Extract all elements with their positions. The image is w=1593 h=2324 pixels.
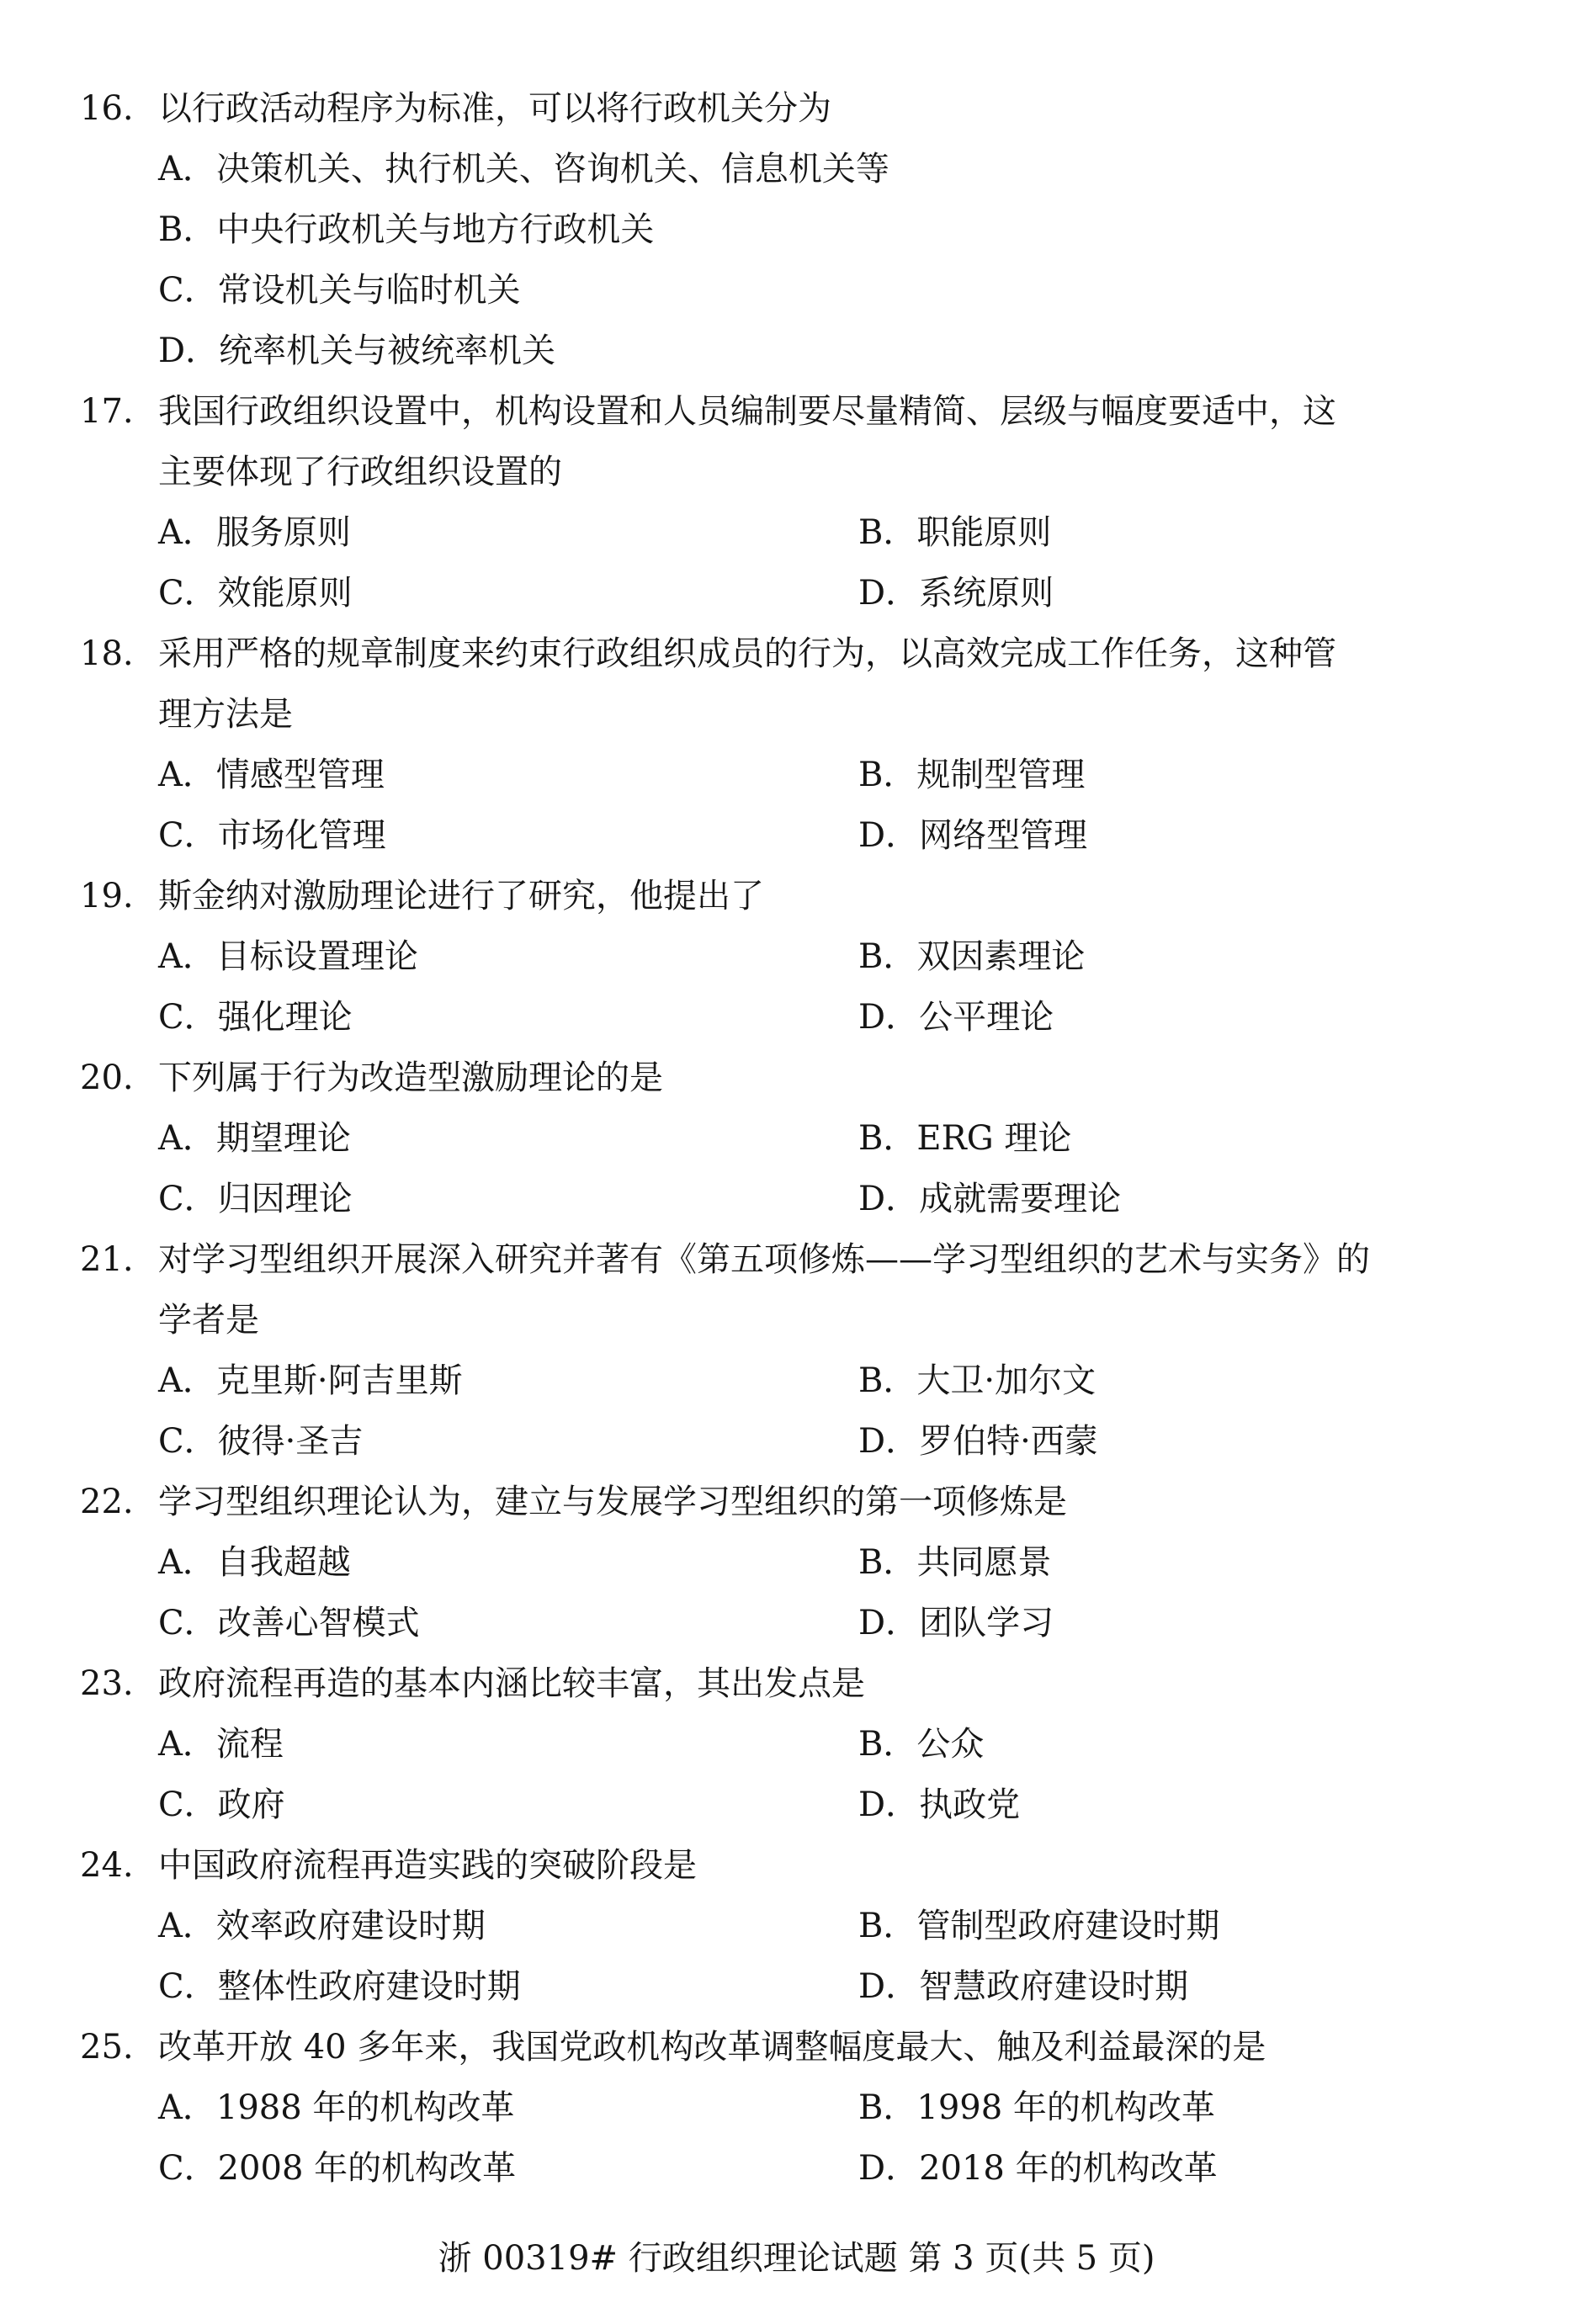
question-text: 以行政活动程序为标准，可以将行政机关分为 <box>158 89 831 128</box>
question-number: 21. <box>80 1240 134 1279</box>
question-text-continued: 主要体现了行政组织设置的 <box>158 453 562 491</box>
option-a: A．决策机关、执行机关、咨询机关、信息机关等 <box>158 150 889 188</box>
option-d: D．罗伯特·西蒙 <box>858 1422 1098 1461</box>
option-d: D．团队学习 <box>858 1604 1054 1642</box>
page-footer: 浙 00319# 行政组织理论试题 第 3 页(共 5 页) <box>438 2239 1155 2278</box>
option-b: B．ERG 理论 <box>858 1119 1072 1158</box>
option-a: A．情感型管理 <box>158 756 385 794</box>
option-a: A．期望理论 <box>158 1119 351 1158</box>
question-number: 25. <box>80 2028 134 2067</box>
question-number: 18. <box>80 634 134 673</box>
option-d: D．执政党 <box>858 1785 1021 1824</box>
option-d: D．公平理论 <box>858 998 1054 1037</box>
option-b: B．管制型政府建设时期 <box>858 1907 1220 1945</box>
question-number: 16. <box>80 89 134 128</box>
option-b: B．1998 年的机构改革 <box>858 2088 1215 2127</box>
option-a: A．克里斯·阿吉里斯 <box>158 1361 463 1400</box>
question-text: 中国政府流程再造实践的突破阶段是 <box>158 1846 697 1885</box>
question-number: 23. <box>80 1664 134 1703</box>
option-c: C．强化理论 <box>158 998 353 1037</box>
option-c: C．整体性政府建设时期 <box>158 1967 521 2006</box>
option-d: D．成就需要理论 <box>858 1180 1122 1218</box>
question-text: 改革开放 40 多年来，我国党政机构改革调整幅度最大、触及利益最深的是 <box>158 2028 1266 2067</box>
option-a: A．1988 年的机构改革 <box>158 2088 515 2127</box>
option-a: A．目标设置理论 <box>158 937 418 976</box>
question-text: 我国行政组织设置中，机构设置和人员编制要尽量精简、层级与幅度要适中，这 <box>158 392 1336 431</box>
question-number: 22. <box>80 1483 134 1521</box>
option-a: A．服务原则 <box>158 513 351 552</box>
question-text-continued: 理方法是 <box>158 695 293 734</box>
option-c: C．彼得·圣吉 <box>158 1422 364 1461</box>
question-number: 19. <box>80 877 134 915</box>
question-text: 斯金纳对激励理论进行了研究，他提出了 <box>158 877 764 915</box>
option-a: A．自我超越 <box>158 1543 351 1582</box>
question-number: 20. <box>80 1059 134 1097</box>
option-c: C．归因理论 <box>158 1180 353 1218</box>
question-number: 17. <box>80 392 134 431</box>
option-b: B．公众 <box>858 1725 985 1764</box>
option-c: C．改善心智模式 <box>158 1604 420 1642</box>
question-text: 下列属于行为改造型激励理论的是 <box>158 1059 663 1097</box>
option-b: B．双因素理论 <box>858 937 1086 976</box>
option-b: B．职能原则 <box>858 513 1052 552</box>
option-d: D．2018 年的机构改革 <box>858 2149 1218 2188</box>
option-c: C．常设机关与临时机关 <box>158 271 521 310</box>
question-text-continued: 学者是 <box>158 1301 259 1340</box>
option-d: D．智慧政府建设时期 <box>858 1967 1189 2006</box>
question-text: 对学习型组织开展深入研究并著有《第五项修炼——学习型组织的艺术与实务》的 <box>158 1240 1370 1279</box>
option-c: C．市场化管理 <box>158 816 386 855</box>
option-b: B．规制型管理 <box>858 756 1086 794</box>
option-c: C．2008 年的机构改革 <box>158 2149 517 2188</box>
question-text: 政府流程再造的基本内涵比较丰富，其出发点是 <box>158 1664 865 1703</box>
option-b: B．中央行政机关与地方行政机关 <box>158 210 655 249</box>
question-number: 24. <box>80 1846 134 1885</box>
option-c: C．效能原则 <box>158 574 353 613</box>
option-a: A．流程 <box>158 1725 284 1764</box>
question-text: 学习型组织理论认为，建立与发展学习型组织的第一项修炼是 <box>158 1483 1067 1521</box>
option-b: B．大卫·加尔文 <box>858 1361 1097 1400</box>
question-text: 采用严格的规章制度来约束行政组织成员的行为，以高效完成工作任务，这种管 <box>158 634 1336 673</box>
option-d: D．统率机关与被统率机关 <box>158 332 556 370</box>
option-d: D．网络型管理 <box>858 816 1088 855</box>
option-d: D．系统原则 <box>858 574 1054 613</box>
option-b: B．共同愿景 <box>858 1543 1052 1582</box>
option-c: C．政府 <box>158 1785 285 1824</box>
option-a: A．效率政府建设时期 <box>158 1907 486 1945</box>
